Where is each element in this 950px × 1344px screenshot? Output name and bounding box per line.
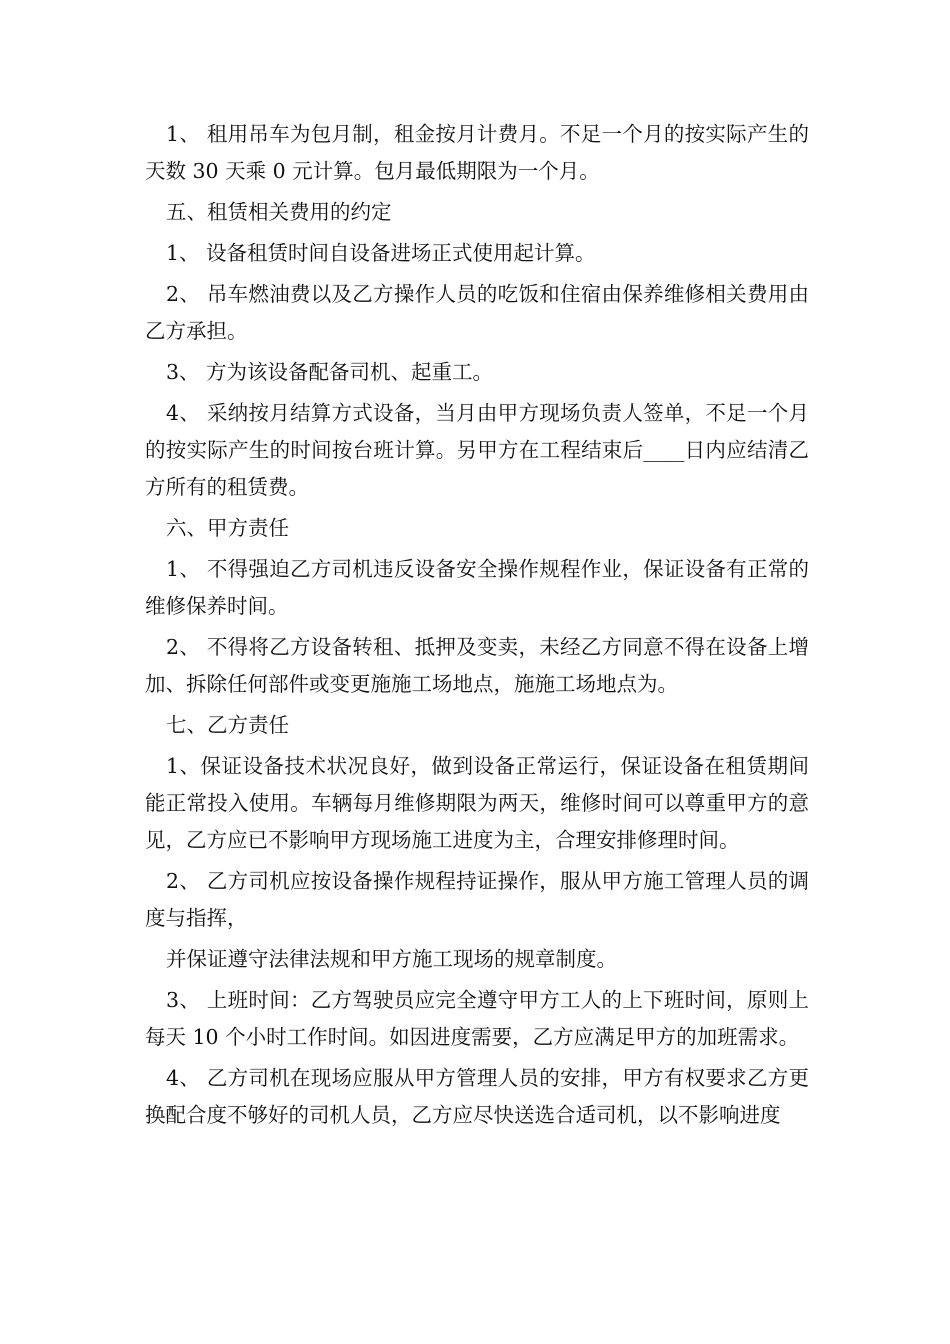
- section-heading-party-b: 七、乙方责任: [166, 713, 289, 737]
- paragraph-working-hours: 3、 上班时间：乙方驾驶员应完全遵守甲方工人的上下班时间，原则上每天 10 个小时工作时间。如因进度需要，乙方应满足甲方的加班需求。: [145, 988, 809, 1049]
- section-heading-fees: 五、租赁相关费用的约定: [166, 200, 392, 224]
- section-heading-party-a: 六、甲方责任: [166, 516, 289, 540]
- paragraph-party-b-condition: 1、保证设备技术状况良好，做到设备正常运行，保证设备在租赁期间能正常投入使用。车辆每月维修期限为两天，维修时间可以尊重甲方的意见，乙方应已不影响甲方现场施工进度为主，合理安排修理时间。: [145, 754, 809, 852]
- paragraph-party-b-operation: 2、 乙方司机应按设备操作规程持证操作，服从甲方施工管理人员的调度与指挥，: [145, 869, 809, 930]
- paragraph-party-b-compliance: 并保证遵守法律法规和甲方施工现场的规章制度。: [166, 947, 617, 971]
- paragraph-rental-start: 1、 设备租赁时间自设备进场正式使用起计算。: [166, 241, 596, 265]
- paragraph-settlement: 4、 采纳按月结算方式设备，当月由甲方现场负责人签单，不足一个月的按实际产生的时间按台班计算。另甲方在工程结束后____日内应结清乙方所有的租赁费。: [145, 401, 809, 499]
- paragraph-party-a-safety: 1、 不得强迫乙方司机违反设备安全操作规程作业，保证设备有正常的维修保养时间。: [145, 557, 809, 618]
- document-body: [145, 116, 809, 1138]
- paragraph-rental-term: 1、 租用吊车为包月制，租金按月计费月。不足一个月的按实际产生的天数 30 天乘 0 元计算。包月最低期限为一个月。: [145, 122, 809, 183]
- paragraph-fuel-costs: 2、 吊车燃油费以及乙方操作人员的吃饭和住宿由保养维修相关费用由乙方承担。: [145, 282, 809, 343]
- paragraph-driver-replacement: 4、 乙方司机在现场应服从甲方管理人员的安排，甲方有权要求乙方更换配合度不够好的司机人员，乙方应尽快送选合适司机，以不影响进度: [145, 1066, 809, 1127]
- paragraph-party-a-sublease: 2、 不得将乙方设备转租、抵押及变卖，未经乙方同意不得在设备上增加、拆除任何部件或变更施施工场地点，施施工场地点为。: [145, 635, 809, 696]
- paragraph-staffing: 3、 方为该设备配备司机、起重工。: [166, 360, 494, 384]
